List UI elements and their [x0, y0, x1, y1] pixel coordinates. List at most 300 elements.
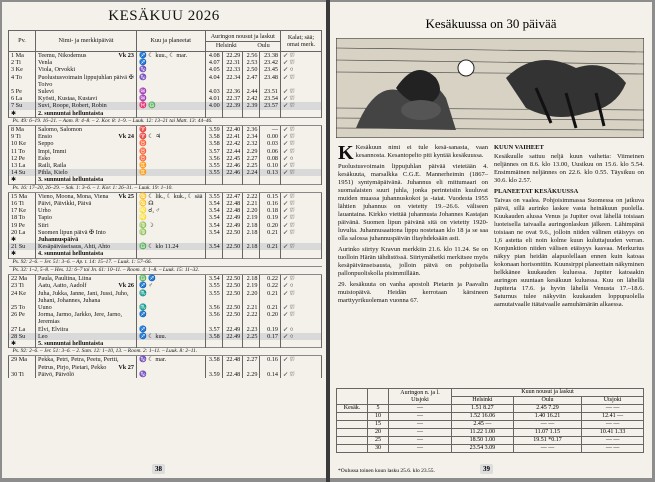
day-cell: 28 Su	[9, 333, 36, 340]
moon-helsinki-cell: 18.50 1.00	[452, 437, 514, 445]
names-text: Kesäpäiväseisaus, Ahti, Ahto	[38, 243, 111, 251]
moon-cell: ♌ ☌, ♂	[137, 207, 206, 214]
moon-cell: ♍ ☽	[137, 222, 206, 229]
day-cell: ✱	[9, 340, 36, 348]
day-cell: 21 Su	[9, 243, 36, 250]
day-cell: 30 Ti	[9, 371, 36, 378]
oulu-rise: 2.20	[243, 290, 260, 304]
helsinki-rise: 4.01	[205, 95, 222, 102]
moon-oulu-cell: — —	[513, 421, 581, 429]
names-text: Tapio	[38, 214, 52, 222]
names-text: Siiri	[38, 221, 49, 229]
moon-cell	[137, 250, 206, 258]
moon-cell: ♉	[137, 148, 206, 155]
weather-cell: ↙ ⛆	[281, 275, 322, 283]
weather-cell: ↙ ⛆	[281, 243, 322, 250]
names-cell	[36, 326, 137, 333]
moon-utsjoki-cell: — —	[582, 421, 644, 429]
oulu-set: 23.42	[260, 59, 281, 66]
moon-oulu-head: Oulu	[513, 397, 581, 405]
oulu-rise: 2.24	[243, 169, 260, 176]
helsinki-set: 22.37	[222, 95, 243, 102]
oulu-rise: 2.29	[243, 148, 260, 155]
helsinki-rise: 4.05	[205, 66, 222, 73]
helsinki-set: 22.29	[222, 52, 243, 60]
month-cell	[337, 429, 368, 437]
names-cell	[36, 95, 137, 102]
oulu-set: 0.16	[260, 356, 281, 371]
helsinki-rise: 3.54	[205, 200, 222, 207]
names-text: Pekka, Petri, Petra, Peetu, Pertti, Petrus, Pirjo, Pietari, Pekko	[38, 356, 119, 371]
helsinki-set: 22.50	[222, 229, 243, 236]
oulu-rise: 2.18	[243, 275, 260, 283]
weather-cell: ↙ ○	[281, 155, 322, 162]
names-cell	[36, 140, 137, 147]
page-number: 39	[480, 464, 493, 474]
oulu-rise: 2.18	[243, 229, 260, 236]
oulu-set: 23.54	[260, 95, 281, 102]
oulu-set: 0.21	[260, 304, 281, 311]
day-cell: 30	[368, 445, 389, 453]
sun-row	[337, 429, 644, 437]
table-row	[9, 52, 322, 60]
woodcut-illustration	[336, 38, 644, 138]
names-text: Urho	[38, 207, 51, 215]
moon-cell: ♓ ♎	[137, 102, 206, 109]
col-sun	[205, 31, 280, 52]
moon-cell: ♎ ☾ klo 11.24	[137, 243, 206, 250]
sun-moon-table	[336, 388, 644, 453]
table-row	[9, 200, 322, 207]
col-helsinki: Helsinki	[215, 41, 237, 49]
names-cell	[36, 148, 137, 155]
moon-phases-text: Kesäkuulle sattuu neljä kuun vaihetta: Viimeinen neljännes on 8.6. klo 13.00, Uusikuu on 15.6. klo 5.54. Ensimmäinen neljännes on 22.6. klo 0.55. Täysikuu on 30.6. klo 2.57.	[494, 153, 644, 184]
table-row	[9, 59, 322, 66]
week-number: Vk 27	[118, 363, 134, 371]
day-cell: 5 Pe	[9, 88, 36, 95]
oulu-set	[260, 236, 281, 243]
oulu-rise: 2.18	[243, 222, 260, 229]
table-row	[9, 282, 322, 289]
calendar-table	[8, 30, 322, 378]
day-cell: 4 To	[9, 74, 36, 88]
helsinki-rise: 3.54	[205, 275, 222, 283]
oulu-set	[260, 340, 281, 348]
names-cell	[36, 169, 137, 176]
weather-cell: ↙ ⛆	[281, 52, 322, 60]
helsinki-rise: 3.58	[205, 133, 222, 140]
day-cell: ✱	[9, 250, 36, 258]
helsinki-set: 22.48	[222, 356, 243, 371]
moon-cell: ♑ ☾ mar.	[137, 356, 206, 371]
month-cell: Kesäk.	[337, 405, 368, 413]
oulu-set: 0.14	[260, 371, 281, 378]
helsinki-set: 22.49	[222, 222, 243, 229]
weather-cell: ↙ ⛆	[281, 214, 322, 221]
oulu-rise: 2.19	[243, 214, 260, 221]
month-cell	[337, 445, 368, 453]
week-number: Vk 25	[118, 192, 134, 200]
oulu-rise: 2.44	[243, 88, 260, 95]
helsinki-set	[222, 176, 243, 184]
para-1: Kesäkuun nimi ei tule kesä-sanasta, vaan kesannosta. Kesantopelto piti kyntää kesäkuussa.	[355, 144, 488, 159]
moon-cell: ♊	[137, 162, 206, 169]
helsinki-rise: 4.08	[205, 52, 222, 60]
oulu-set	[260, 110, 281, 118]
table-row	[9, 304, 322, 311]
names-cell	[36, 282, 137, 289]
day-cell: 20	[368, 429, 389, 437]
helsinki-set: 22.49	[222, 333, 243, 340]
names-text: Kyösti, Kustaa, Kustavi	[38, 95, 98, 103]
moon-cell: ♎ ♐	[137, 275, 206, 283]
helsinki-set: 22.46	[222, 169, 243, 176]
oulu-set: 23.38	[260, 52, 281, 60]
moon-cell: ♐	[137, 59, 206, 66]
moon-cell: ♈	[137, 126, 206, 134]
weather-cell	[281, 250, 322, 258]
names-cell	[36, 207, 137, 214]
names-cell	[36, 110, 137, 118]
weather-cell: ↙ ⛆	[281, 162, 322, 169]
helsinki-set: 22.50	[222, 275, 243, 283]
oulu-set: 0.19	[260, 214, 281, 221]
para-2: Puolustusvoimain lippujuhlan päivää vietetään 4. kesäkuuta, marsalkka C.G.E. Mannerheimin (1867–1951) syntymäpäivänä. Juhannus eli mittumaari on suomalaisten suuri juhla, jonka perinteisiin kuuluvat muiden muassa juhannuskokot ja -taiat. Vuodesta 1955 lähtien juhannus on vietetty 19.–26.6. väliseen lauantaina. Kirkko viettää juhannusta Johannes Kastajan päivänä. Suomen lipun päivänä sitä on vietetty 1920-luvulta. Juhannusaattona lippu nostetaan klo 18 ja se saa olla salossa juhannuspäivän iltayhdeksään asti.	[338, 163, 488, 242]
helsinki-rise: 3.57	[205, 326, 222, 333]
oulu-rise: 2.34	[243, 133, 260, 140]
utsjoki-sun-cell: —	[389, 429, 452, 437]
names-text: Esko	[38, 154, 51, 162]
weather-cell: ↙ ⛆	[281, 169, 322, 176]
day-cell: ✱	[9, 236, 36, 243]
helsinki-rise: 3.58	[205, 333, 222, 340]
scripture-reading: Ps. 92: 2–6. – Jer. 51: 3–6. – 2. Sam. 12: 1–10, 13. – Room. 2: 1–11. – Luuk. 8: 2–11.	[9, 348, 322, 356]
names-cell	[36, 52, 137, 60]
weather-cell: ↙ ⛆	[281, 74, 322, 88]
oulu-set: 0.03	[260, 140, 281, 147]
col-moon: Kuu ja planeetat	[137, 31, 206, 52]
helsinki-set: 22.47	[222, 192, 243, 200]
oulu-set: 0.19	[260, 326, 281, 333]
table-row	[9, 311, 322, 325]
day-cell: 14 Su	[9, 169, 36, 176]
oulu-set: 23.57	[260, 102, 281, 109]
col-quarter: Kalat; sää; omat merk.	[281, 31, 322, 52]
helsinki-set: 22.31	[222, 59, 243, 66]
names-cell	[36, 304, 137, 311]
moon-cell: ♐	[137, 311, 206, 325]
helsinki-set	[222, 110, 243, 118]
helsinki-rise: 3.57	[205, 148, 222, 155]
names-cell	[36, 162, 137, 169]
weather-cell: ↙ ⛆	[281, 229, 322, 236]
helsinki-rise: 4.03	[205, 88, 222, 95]
oulu-rise: 2.27	[243, 155, 260, 162]
moon-cell: ♍	[137, 229, 206, 236]
planets-text: Taivas on vaalea. Pohjoisimmassa Suomessa on jatkuva päivä, sillä aurinko laskee vasta heinäkuun puolella. Kuukauden alussa Venus ja Jupiter ovat lähellä toisiaan luoteisella taivaalla auringonlaskun jälkeen. Lähimpänä toisiaan ne ovat 9.6., jolloin niiden välinen etäisyys on 1,6 astetta eli noin kolme kuun kuluttajuuden verran. Konjunktion niiden välisen etäisyys kasvaa. Merkurius näkyy pian heidän alapuolellaan ennen kuin katoaa kokonaan horisonttiin. Kuunsirppi planeettain näkyminen helkkänee kuukauden kuluessa. Jupiter katoaakin auringon suuntaan kesäkuun kuluessa. Kuu on lähellä Jupiteria 17.6. ja hyvin lähellä Venusta 17.–18.6. Saturnus tulee näkyviin kuukauden loppupuolella aamutaivaalle itätaivaalle aamuhämärän alkaessa.	[494, 197, 645, 308]
moon-utsjoki-cell: — —	[582, 445, 644, 453]
moon-cell: ♋ ☾ lik., ☾ kuk., ☾ sää	[137, 192, 206, 200]
sun-row	[337, 445, 644, 453]
table-row	[9, 88, 322, 95]
moon-utsjoki-cell: 10.41 1.33	[582, 429, 644, 437]
helsinki-set	[222, 340, 243, 348]
moon-cell	[137, 176, 206, 184]
day-cell: 16 Ti	[9, 200, 36, 207]
day-cell: 17 Ke	[9, 207, 36, 214]
page-number: 38	[152, 464, 165, 474]
day-cell: 25 To	[9, 304, 36, 311]
helsinki-rise: 3.56	[205, 304, 222, 311]
day-cell: 8 Ma	[9, 126, 36, 134]
right-page	[330, 2, 652, 478]
oulu-rise	[243, 250, 260, 258]
day-cell: 20 La	[9, 229, 36, 236]
oulu-set: 0.15	[260, 192, 281, 200]
table-row	[9, 290, 322, 304]
moon-utsjoki-cell: — —	[582, 437, 644, 445]
oulu-set: 0.20	[260, 311, 281, 325]
page-title: Kesäkuussa on 30 päivää	[425, 16, 557, 31]
helsinki-rise: 3.59	[205, 371, 222, 378]
oulu-set: 23.51	[260, 88, 281, 95]
helsinki-rise: 3.55	[205, 290, 222, 304]
weather-cell: ↙ ⛆	[281, 290, 322, 304]
helsinki-rise: 3.55	[205, 192, 222, 200]
oulu-set: 0.21	[260, 243, 281, 250]
helsinki-rise: 4.04	[205, 74, 222, 88]
helsinki-rise: 4.00	[205, 102, 222, 109]
helsinki-rise	[205, 236, 222, 243]
names-cell	[36, 250, 137, 258]
moon-cell: ♐	[137, 326, 206, 333]
moon-oulu-cell: 11.07 1.15	[513, 429, 581, 437]
oulu-rise: 2.53	[243, 59, 260, 66]
names-text: Paula, Pauliina, Liina	[38, 275, 92, 283]
table-row	[9, 207, 322, 214]
names-cell	[36, 74, 137, 88]
weather-cell: ↙ ○	[281, 326, 322, 333]
helsinki-rise: 3.58	[205, 356, 222, 371]
helsinki-rise: 3.54	[205, 229, 222, 236]
col-oulu: Oulu	[257, 41, 270, 49]
helsinki-set: 22.50	[222, 311, 243, 325]
oulu-rise: 2.19	[243, 282, 260, 289]
day-cell: 6 La	[9, 95, 36, 102]
moon-cell: ♌	[137, 214, 206, 221]
weather-cell	[281, 110, 322, 118]
names-cell	[36, 356, 137, 371]
moon-cell: ♐ ☾ kuu., ☾ mar.	[137, 52, 206, 60]
names-cell	[36, 229, 137, 236]
names-cell	[36, 311, 137, 325]
moon-cell: ♊	[137, 169, 206, 176]
table-row	[9, 243, 322, 250]
table-row	[9, 140, 322, 147]
helsinki-set: 22.48	[222, 207, 243, 214]
moon-cell: ♈ ☾ ♃	[137, 133, 206, 140]
helsinki-rise: 3.56	[205, 311, 222, 325]
day-cell: 24 Ke	[9, 290, 36, 304]
para-4: 29. kesäkuuta on vanha apostoli Pietarin ja Paavalin muistopäivä. Heidän kerrotaan kärsineen marttyyrikuoleman vuonna 67.	[338, 281, 488, 304]
helsinki-rise	[205, 250, 222, 258]
oulu-rise	[243, 340, 260, 348]
oulu-rise	[243, 176, 260, 184]
helsinki-set: 22.50	[222, 290, 243, 304]
col-names: Nimi- ja merkkipäivät	[36, 31, 137, 52]
sun-col-head: Auringon n. ja l. Utsjoki	[389, 389, 452, 405]
sun-row	[337, 405, 644, 413]
table-row	[9, 348, 322, 356]
sun-row	[337, 413, 644, 421]
moon-helsinki-cell: 1.51 8.27	[452, 405, 514, 413]
names-text: Raili, Raila	[38, 162, 67, 170]
oulu-set: 0.22	[260, 282, 281, 289]
moon-oulu-cell: — —	[513, 445, 581, 453]
day-cell: 19 Pe	[9, 222, 36, 229]
helsinki-set: 22.50	[222, 282, 243, 289]
table-row	[9, 162, 322, 169]
weather-cell: ↙ ⛆	[281, 59, 322, 66]
table-row	[9, 192, 322, 200]
day-cell: 9 Ti	[9, 133, 36, 140]
page-title: KESÄKUU 2026	[108, 8, 220, 24]
names-text: 5. sunnuntai helluntaista	[38, 339, 104, 347]
left-page	[2, 2, 326, 478]
oulu-rise: 2.50	[243, 66, 260, 73]
oulu-set: —	[260, 126, 281, 134]
day-cell: ✱	[9, 110, 36, 118]
day-cell: 12 Pe	[9, 155, 36, 162]
weather-cell: ↙ ○	[281, 66, 322, 73]
oulu-set: 23.48	[260, 74, 281, 88]
day-cell: 7 Su	[9, 102, 36, 109]
moon-helsinki-cell: 1.52 16.06	[452, 413, 514, 421]
utsjoki-sun-cell: —	[389, 437, 452, 445]
helsinki-rise	[205, 176, 222, 184]
names-text: Impi, Immi	[38, 147, 67, 155]
scripture-reading: Ps. 92: 2–6. – Jer. 51: 3–6. – Ap. t. 14: 15–17. – Luuk. 1: 57–66.	[9, 258, 322, 266]
month-cell	[337, 421, 368, 429]
weather-cell: ↙ ⛆	[281, 192, 322, 200]
oulu-rise	[243, 236, 260, 243]
table-row	[9, 184, 322, 192]
table-row	[9, 214, 322, 221]
oulu-set: 0.16	[260, 200, 281, 207]
helsinki-set: 22.50	[222, 304, 243, 311]
oulu-set	[260, 176, 281, 184]
table-row	[9, 275, 322, 283]
oulu-set: 0.08	[260, 155, 281, 162]
names-cell	[36, 214, 137, 221]
oulu-rise: 2.25	[243, 333, 260, 340]
table-row	[9, 133, 322, 140]
moon-cell: ♉	[137, 140, 206, 147]
oulu-rise: 2.42	[243, 95, 260, 102]
moon-helsinki-cell: 11.22 1.00	[452, 429, 514, 437]
utsjoki-sun-cell: —	[389, 421, 452, 429]
names-text: Puolustusvoimain lippujuhlan päivä ✠ Toivo	[38, 73, 134, 88]
names-text: Päivi, Päivikki, Päivä	[38, 200, 92, 208]
moon-cell: ♒	[137, 88, 206, 95]
weather-cell	[281, 340, 322, 348]
helsinki-set: 22.46	[222, 162, 243, 169]
table-row	[9, 250, 322, 258]
names-cell	[36, 275, 137, 283]
oulu-rise: 2.32	[243, 140, 260, 147]
helsinki-set: 22.34	[222, 74, 243, 88]
helsinki-rise: 3.56	[205, 155, 222, 162]
helsinki-set: 22.41	[222, 133, 243, 140]
names-text: Ensio	[38, 133, 53, 141]
oulu-set: 0.17	[260, 333, 281, 340]
weather-cell: ↙ ○	[281, 333, 322, 340]
day-cell: 11 To	[9, 148, 36, 155]
oulu-rise: 2.25	[243, 162, 260, 169]
moon-utsjoki-cell: — —	[582, 405, 644, 413]
day-cell: 10	[368, 413, 389, 421]
oulu-rise: 2.27	[243, 356, 260, 371]
weather-cell: ↙ ⛆	[281, 207, 322, 214]
moon-helsinki-cell: 2.45 —	[452, 421, 514, 429]
names-text: Suvi, Roope, Robert, Robin	[38, 102, 107, 110]
day-cell: 25	[368, 437, 389, 445]
article-col-2	[494, 144, 644, 312]
oulu-set: 0.06	[260, 148, 281, 155]
names-cell	[36, 340, 137, 348]
week-number: Vk 24	[118, 133, 134, 141]
sun-row	[337, 437, 644, 445]
helsinki-set: 22.45	[222, 155, 243, 162]
oulu-set: 0.13	[260, 169, 281, 176]
names-text: Juhannuspäivä	[38, 236, 79, 244]
helsinki-set: 22.44	[222, 148, 243, 155]
helsinki-set	[222, 236, 243, 243]
oulu-rise: 2.56	[243, 52, 260, 60]
article-col-1	[338, 144, 488, 308]
names-text: Aatu, Aatto, Aadolf	[38, 282, 87, 290]
names-cell	[36, 290, 137, 304]
names-text: Vieno, Moona, Mona, Viena	[38, 192, 109, 200]
helsinki-set	[222, 250, 243, 258]
helsinki-set: 22.40	[222, 126, 243, 134]
month-cell	[337, 413, 368, 421]
utsjoki-sun-cell: —	[389, 405, 452, 413]
weather-cell	[281, 236, 322, 243]
table-row	[9, 222, 322, 229]
oulu-rise: 2.18	[243, 243, 260, 250]
moon-cell: ♏	[137, 290, 206, 304]
weather-cell: ↙ ⛆	[281, 140, 322, 147]
moon-helsinki-head: Helsinki	[452, 397, 514, 405]
names-text: Teemu, Nikodemus	[38, 52, 87, 59]
drop-cap: K	[338, 142, 354, 164]
names-cell	[36, 236, 137, 243]
moon-cell: ♏	[137, 304, 206, 311]
weather-cell: ↙ ⛆	[281, 95, 322, 102]
table-row	[9, 66, 322, 73]
weather-cell: ↙ ○	[281, 282, 322, 289]
moon-cell: ♑	[137, 66, 206, 73]
sun-row	[337, 421, 644, 429]
table-row	[9, 176, 322, 184]
day-cell: 10 Ke	[9, 140, 36, 147]
table-row	[9, 126, 322, 134]
names-cell	[36, 133, 137, 140]
helsinki-rise: 3.54	[205, 243, 222, 250]
para-3: Aurinko siirtyy Kravun merkkiin 21.6. klo 11.24. Se on tuolloin Härän tähdistössä. Siirtymähetki merkitsee myös kesäpäivänseisausta, jolloin päivä on pohjoisella pallonpuoliskolla pisimmillään.	[338, 246, 488, 277]
day-cell: 1 Ma	[9, 52, 36, 60]
